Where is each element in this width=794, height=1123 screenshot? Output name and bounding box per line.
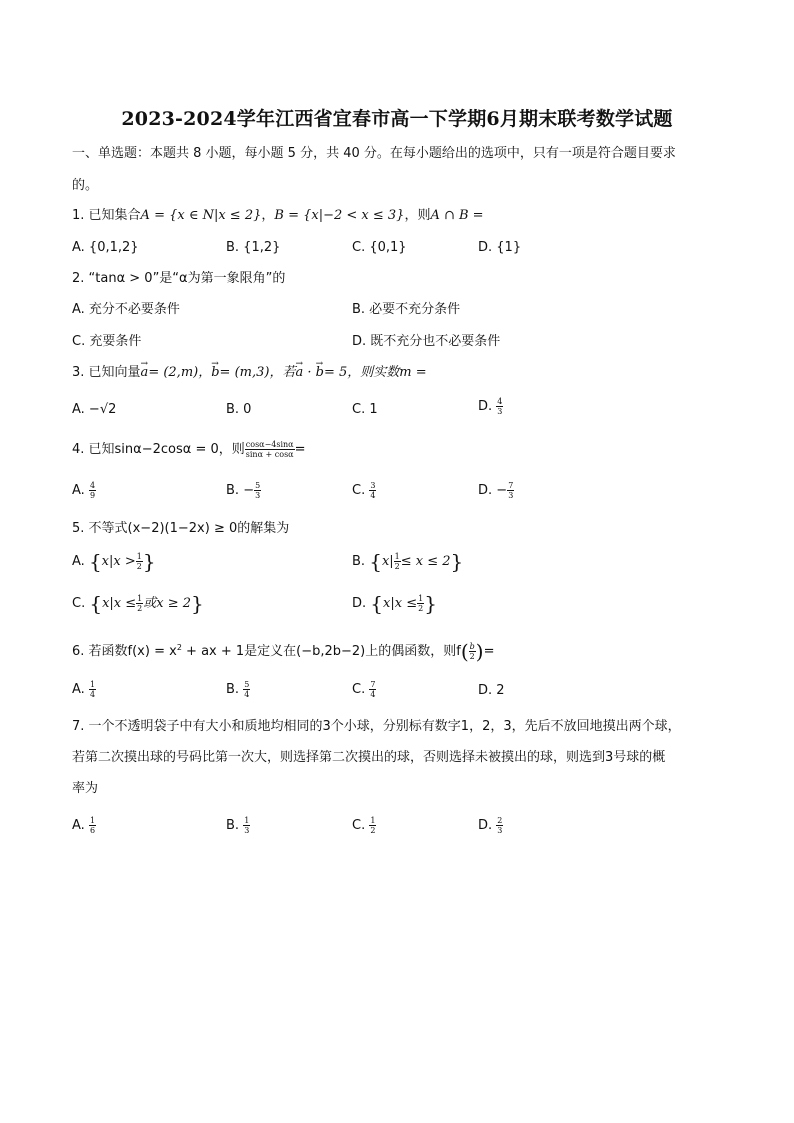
question-2-stem: 2. “tanα > 0”是“α为第一象限角”的	[72, 271, 286, 286]
question-7-line-1: 7. 一个不透明袋子中有大小和质地均相同的3个小球，分别标有数字1，2，3，先后不放回地摸出两个球，	[72, 719, 681, 734]
fraction: $\frac{2}{3}$	[497, 816, 503, 835]
page-title: 2023-2024学年江西省宜春市高一下学期6月期末联考数学试题	[121, 108, 673, 130]
q7-option-d: D. $\frac{2}{3}$	[478, 816, 503, 835]
q2-option-c: C. 充要条件	[72, 334, 142, 349]
q1-option-d: D. {1}	[478, 240, 522, 255]
q3-option-b: B. 0	[226, 402, 252, 417]
q4-option-c: C. $\frac{3}{4}$	[352, 481, 376, 500]
q1-option-b: B. {1,2}	[226, 240, 281, 255]
fraction: $\frac{b}{2}$	[469, 642, 475, 661]
question-6-stem: 6. 若函数$f(x) = x^2$ + ax + 1是定义在(−b,2b−2)上的偶函数，则f( $\frac{b}{2}$ )=	[72, 639, 495, 664]
q5-option-a: A. {x|x > $\frac{1}{2}$ }	[72, 549, 156, 574]
fraction: $\frac{3}{4}$	[370, 481, 376, 500]
fraction: $\frac{1}{2}$	[370, 816, 376, 835]
question-7-line-3: 率为	[72, 781, 99, 796]
fraction: $\frac{7}{3}$	[508, 481, 514, 500]
q3-option-d: D. $\frac{4}{3}$	[478, 397, 503, 416]
fraction: $\frac{1}{2}$	[418, 594, 424, 613]
q7-option-c: C. $\frac{1}{2}$	[352, 816, 376, 835]
q5-option-c: C. {x|x ≤ $\frac{1}{2}$ 或x ≥ 2}	[72, 591, 204, 616]
question-3-stem: 3. 已知向量→ a= (2,m)，→ b= (m,3)，若→ a · → b= 5，则实数m =	[72, 364, 427, 382]
question-7-line-2: 若第二次摸出球的号码比第一次大，则选择第二次摸出的球，否则选择未被摸出的球，则选到3号球的概	[72, 750, 666, 765]
section-heading-line-1: 一、单选题：本题共 8 小题，每小题 5 分，共 40 分。在每小题给出的选项中，只有一项是符合题目要求	[72, 146, 676, 161]
fraction: $\frac{1}{3}$	[244, 816, 250, 835]
q4-option-b: B. − $\frac{5}{3}$	[226, 481, 261, 500]
q4-option-a: A. $\frac{4}{9}$	[72, 481, 96, 500]
fraction: $\frac{1}{2}$	[136, 552, 142, 571]
fraction: $\frac{1}{6}$	[89, 816, 96, 835]
question-4-stem: 4. 已知sinα−2cosα = 0，则 $\frac{\cos\alpha-4\sin\alpha}{\sin\alpha + \cos\alpha}$ =	[72, 440, 306, 459]
fraction: $\frac{1}{2}$	[394, 552, 400, 571]
q5-option-b: B. {x| $\frac{1}{2}$ ≤ x ≤ 2}	[352, 549, 464, 574]
fraction: $\frac{5}{4}$	[244, 680, 250, 699]
fraction: $\frac{7}{4}$	[370, 680, 376, 699]
section-heading-line-2: 的。	[72, 178, 99, 193]
question-5-stem: 5. 不等式(x−2)(1−2x) ≥ 0的解集为	[72, 521, 290, 536]
q2-option-b: B. 必要不充分条件	[352, 302, 461, 317]
q7-option-a: A. $\frac{1}{6}$	[72, 816, 96, 835]
q2-option-a: A. 充分不必要条件	[72, 302, 180, 317]
q7-option-b: B. $\frac{1}{3}$	[226, 816, 250, 835]
fraction: $\frac{\cos\alpha-4\sin\alpha}{\sin\alpha + \cos\alpha}$	[245, 440, 294, 459]
question-1-stem: 1. 已知集合A = {x ∈ N|x ≤ 2}，B = {x|−2 < x ≤ 3}，则A ∩ B =	[72, 208, 484, 223]
q4-option-d: D. − $\frac{7}{3}$	[478, 481, 514, 500]
q6-option-b: B. $\frac{5}{4}$	[226, 680, 250, 699]
fraction: $\frac{1}{2}$	[137, 594, 143, 613]
q6-option-c: C. $\frac{7}{4}$	[352, 680, 376, 699]
q3-option-c: C. 1	[352, 402, 378, 417]
q5-option-d: D. {x|x ≤ $\frac{1}{2}$ }	[352, 591, 437, 616]
fraction: $\frac{1}{4}$	[89, 680, 96, 699]
q3-option-a: A. −√2	[72, 402, 117, 417]
fraction: $\frac{4}{3}$	[497, 397, 503, 416]
fraction: $\frac{4}{9}$	[89, 481, 96, 500]
q6-option-d: D. 2	[478, 683, 505, 698]
fraction: $\frac{5}{3}$	[255, 481, 261, 500]
q2-option-d: D. 既不充分也不必要条件	[352, 334, 501, 349]
q6-option-a: A. $\frac{1}{4}$	[72, 680, 96, 699]
q1-option-c: C. {0,1}	[352, 240, 407, 255]
q1-option-a: A. {0,1,2}	[72, 240, 139, 255]
